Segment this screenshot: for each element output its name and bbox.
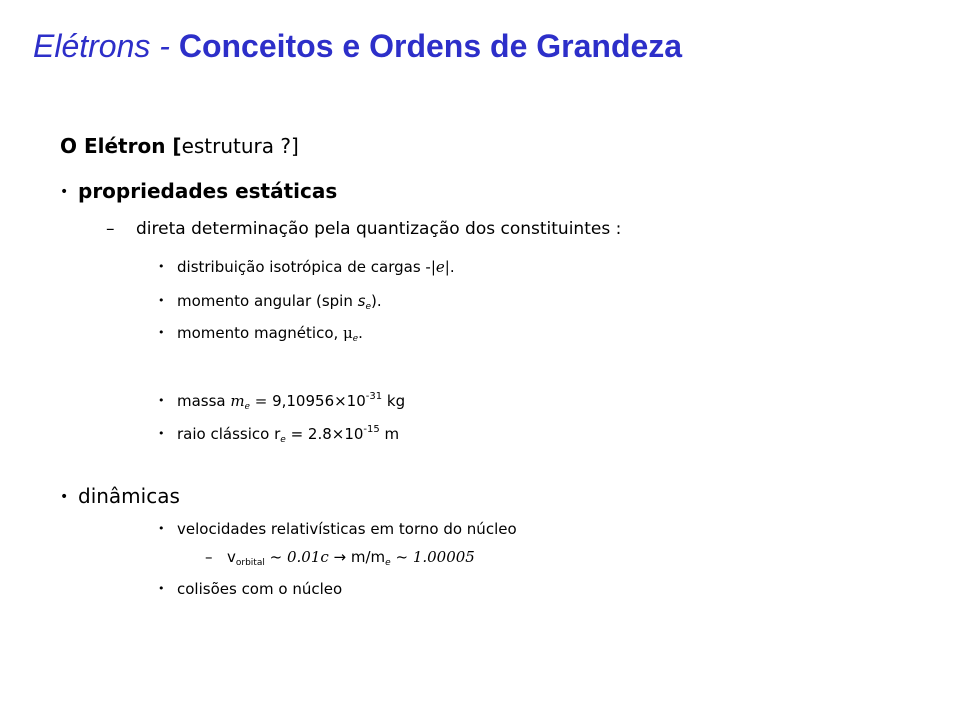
section-heading: [60, 132, 299, 160]
spin-sub: e: [365, 302, 371, 312]
bullet-icon: •: [60, 184, 69, 200]
bullet-icon: •: [158, 394, 165, 407]
spin-text: momento angular (spin: [177, 292, 358, 310]
list-item-orbital: [205, 546, 475, 574]
arrow-icon: →: [328, 548, 351, 566]
orbital-v: v: [227, 548, 236, 566]
mass-text: massa: [177, 392, 231, 410]
list-item-spin: [158, 290, 382, 318]
charge-end: .: [449, 258, 455, 276]
heading-rest: estrutura ?]: [181, 134, 299, 158]
mass-exp: -31: [365, 391, 383, 402]
magnetic-text: momento magnético,: [177, 324, 344, 342]
charge-text: distribuição isotrópica de cargas -: [177, 258, 431, 276]
orbital-approx: ~: [264, 548, 287, 566]
orbital-ratio: m/m: [350, 548, 386, 566]
static-label: propriedades estáticas: [78, 179, 338, 203]
title-bold: Conceitos e Ordens de Grandeza: [178, 28, 683, 64]
mass-sub: e: [244, 402, 250, 412]
list-item-charge: [158, 256, 455, 278]
radius-text: raio clássico r: [177, 425, 281, 443]
list-item-radius: [158, 419, 399, 451]
bullet-icon: •: [158, 582, 165, 595]
list-item-static-properties: [60, 177, 337, 206]
bullet-icon: •: [158, 427, 165, 440]
mass-unit: kg: [382, 392, 406, 410]
spin-end: ).: [371, 292, 382, 310]
velocity-text: velocidades relativísticas em torno do núcleo: [177, 520, 517, 538]
spin-symbol: s: [357, 292, 366, 310]
list-item-static-intro: [106, 217, 621, 241]
page-title: [33, 26, 682, 66]
bullet-icon: •: [60, 489, 69, 505]
bullet-icon: •: [158, 294, 165, 307]
heading-bold: O Elétron [: [60, 134, 182, 158]
dash-icon: –: [205, 548, 213, 566]
list-item-velocity: [158, 518, 517, 540]
mass-eq: =: [249, 392, 273, 410]
magnetic-sub: e: [352, 334, 359, 344]
charge-math: |e|: [430, 258, 450, 276]
orbital-value: 0.01c: [286, 548, 329, 566]
radius-sub: e: [280, 435, 286, 445]
bullet-icon: •: [158, 260, 165, 273]
magnetic-end: .: [358, 324, 363, 342]
static-intro: direta determinação pela quantização dos constituintes :: [136, 219, 622, 239]
magnetic-symbol: μ: [343, 324, 353, 342]
radius-unit: m: [379, 425, 400, 443]
radius-eq: = 2.8×10: [285, 425, 364, 443]
dynamic-label: dinâmicas: [78, 484, 180, 508]
list-item-mass: [158, 386, 405, 418]
list-item-dynamics: [60, 482, 180, 511]
title-italic: Elétrons -: [33, 28, 179, 64]
list-item-collision: [158, 578, 342, 600]
radius-exp: -15: [363, 424, 380, 435]
bullet-icon: •: [158, 522, 165, 535]
orbital-sub: orbital: [235, 558, 265, 568]
collision-text: colisões com o núcleo: [177, 580, 343, 598]
bullet-icon: •: [158, 326, 165, 339]
mass-value: 9,10956×10: [272, 392, 366, 410]
orbital-sub2: e: [385, 558, 391, 568]
mass-symbol: m: [230, 392, 245, 410]
list-item-magnetic: [158, 322, 363, 350]
orbital-tail: ~ 1.00005: [390, 548, 475, 566]
dash-icon: –: [106, 219, 115, 239]
